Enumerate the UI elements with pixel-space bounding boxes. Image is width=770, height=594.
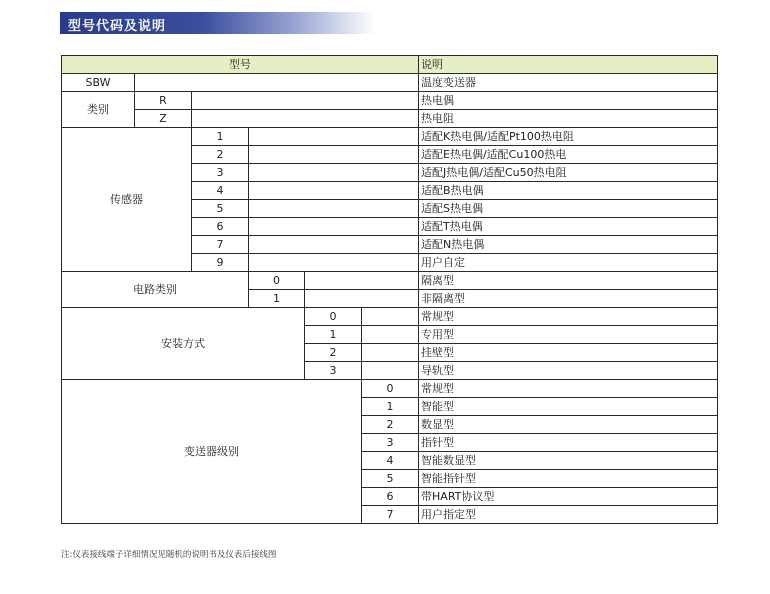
level-desc: 智能数显型 (419, 452, 718, 470)
header-desc: 说明 (419, 56, 718, 74)
install-code: 1 (305, 326, 362, 344)
sensor-desc: 适配B热电偶 (419, 182, 718, 200)
sensor-desc: 适配E热电偶/适配Cu100热电 (419, 146, 718, 164)
install-code: 3 (305, 362, 362, 380)
level-code: 0 (362, 380, 419, 398)
level-label: 变送器级别 (62, 380, 362, 524)
sensor-code: 7 (192, 236, 249, 254)
sensor-code: 3 (192, 164, 249, 182)
level-code: 4 (362, 452, 419, 470)
circuit-label: 电路类别 (62, 272, 249, 308)
sensor-code: 2 (192, 146, 249, 164)
level-code: 7 (362, 506, 419, 524)
table-row (62, 92, 718, 110)
sensor-label: 传感器 (62, 128, 192, 272)
sensor-code: 4 (192, 182, 249, 200)
install-label: 安装方式 (62, 308, 305, 380)
install-desc: 导轨型 (419, 362, 718, 380)
circuit-code: 1 (249, 290, 305, 308)
circuit-desc: 非隔离型 (419, 290, 718, 308)
model-code-table (61, 55, 718, 524)
sensor-code: 5 (192, 200, 249, 218)
install-desc: 常规型 (419, 308, 718, 326)
level-code: 2 (362, 416, 419, 434)
level-desc: 智能型 (419, 398, 718, 416)
sensor-code: 1 (192, 128, 249, 146)
sbw-code: SBW (62, 74, 135, 92)
level-desc: 常规型 (419, 380, 718, 398)
table-row (62, 128, 718, 146)
category-desc: 热电阻 (419, 110, 718, 128)
section-title-bar (60, 12, 375, 34)
level-code: 5 (362, 470, 419, 488)
table-header-row (62, 56, 718, 74)
sensor-desc: 适配S热电偶 (419, 200, 718, 218)
sensor-desc: 适配K热电偶/适配Pt100热电阻 (419, 128, 718, 146)
category-desc: 热电偶 (419, 92, 718, 110)
sensor-desc: 适配N热电偶 (419, 236, 718, 254)
level-desc: 数显型 (419, 416, 718, 434)
circuit-desc: 隔离型 (419, 272, 718, 290)
sbw-desc: 温度变送器 (419, 74, 718, 92)
circuit-code: 0 (249, 272, 305, 290)
level-desc: 指针型 (419, 434, 718, 452)
category-label: 类别 (62, 92, 135, 128)
table-row (62, 110, 718, 128)
install-code: 0 (305, 308, 362, 326)
install-desc: 挂壁型 (419, 344, 718, 362)
category-code: Z (135, 110, 192, 128)
table-row (62, 308, 718, 326)
level-code: 1 (362, 398, 419, 416)
sensor-desc: 适配J热电偶/适配Cu50热电阻 (419, 164, 718, 182)
table-row (62, 380, 718, 398)
footnote: 注:仪表接线端子详细情况见随机的说明书及仪表后接线图 (61, 550, 277, 560)
level-code: 3 (362, 434, 419, 452)
level-code: 6 (362, 488, 419, 506)
install-code: 2 (305, 344, 362, 362)
sensor-desc: 用户自定 (419, 254, 718, 272)
category-code: R (135, 92, 192, 110)
level-desc: 带HART协议型 (419, 488, 718, 506)
sensor-desc: 适配T热电偶 (419, 218, 718, 236)
section-title: 型号代码及说明 (68, 19, 167, 34)
header-model: 型号 (62, 56, 419, 74)
sensor-code: 6 (192, 218, 249, 236)
sensor-code: 9 (192, 254, 249, 272)
level-desc: 智能指针型 (419, 470, 718, 488)
table-row (62, 272, 718, 290)
install-desc: 专用型 (419, 326, 718, 344)
table-row (62, 74, 718, 92)
level-desc: 用户指定型 (419, 506, 718, 524)
